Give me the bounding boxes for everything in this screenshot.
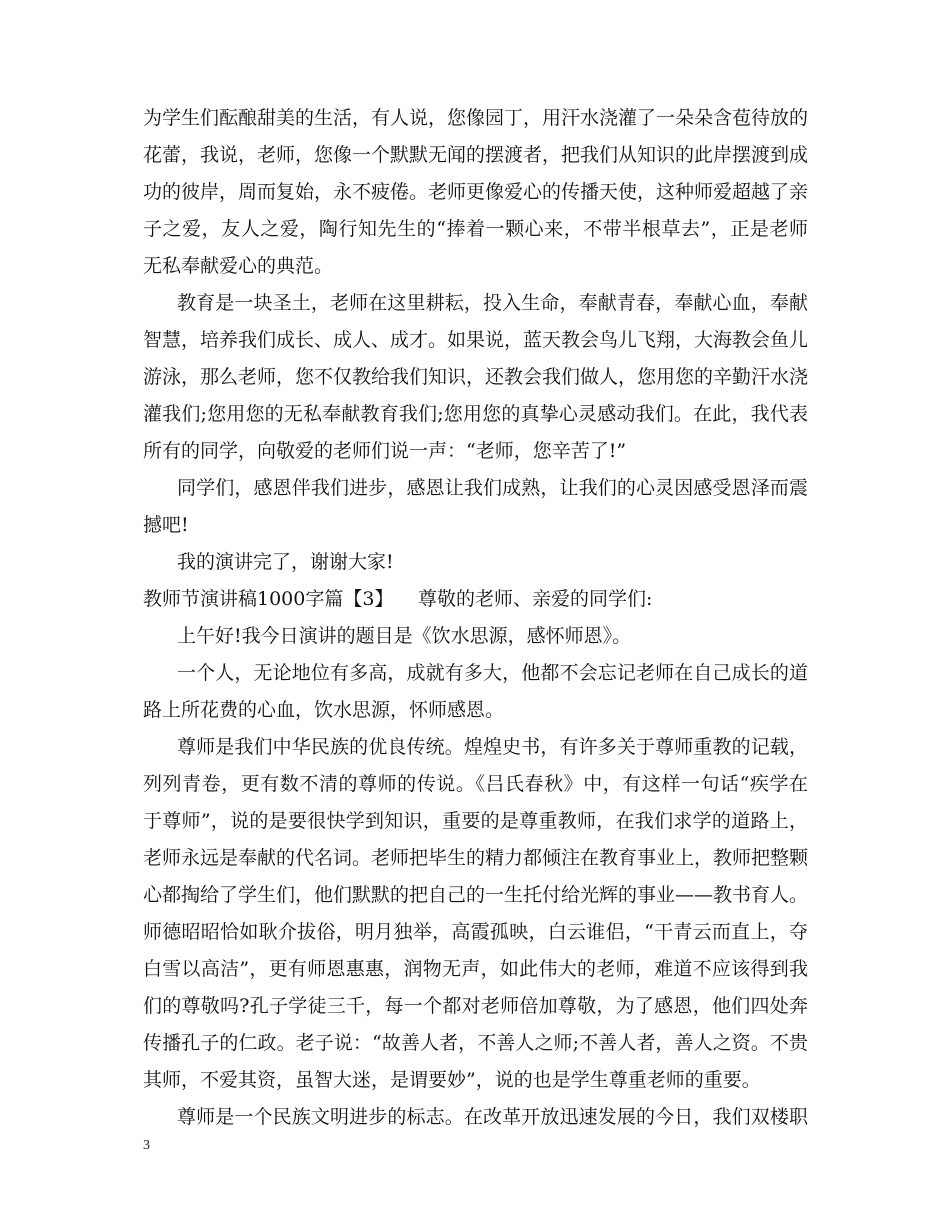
line-text: 子之爱，友人之爱，陶行知先生的“捧着一颗心来，不带半根草去”，正是老师 (143, 218, 808, 240)
text-line (0, 994, 950, 1018)
line-text: 尊师是我们中华民族的优良传统。煌煌史书，有许多关于尊师重教的记载， (177, 736, 808, 758)
line-text: 无私奉献爱心的典范。 (143, 255, 334, 277)
line-text: 传播孔子的仁政。老子说：“故善人者，不善人之师;不善人者，善人之资。不贵 (143, 1032, 808, 1054)
line-text: 撼吧! (143, 514, 189, 536)
text-line (0, 809, 950, 833)
text-line (0, 883, 950, 907)
text-line (0, 1105, 950, 1129)
text-line (0, 587, 950, 611)
line-text: 白雪以高洁”，更有师恩惠惠，润物无声，如此伟大的老师，难道不应该得到我 (143, 958, 808, 980)
line-text: 花蕾，我说，老师，您像一个默默无闻的摆渡者，把我们从知识的此岸摆渡到成 (143, 144, 808, 166)
line-text: 列列青卷，更有数不清的尊师的传说。《吕氏春秋》中，有这样一句话“疾学在 (143, 773, 808, 795)
text-line (0, 106, 950, 130)
text-line (0, 1068, 950, 1092)
text-line (0, 402, 950, 426)
line-text: 一个人，无论地位有多高，成就有多大，他都不会忘记老师在自己成长的道 (177, 662, 808, 684)
greeting-text: 尊敬的老师、亲爱的同学们: (418, 588, 653, 610)
text-line (0, 365, 950, 389)
line-text: 所有的同学，向敬爱的老师们说一声：“老师，您辛苦了!” (143, 440, 627, 462)
line-text: 路上所花费的心血，饮水思源，怀师感恩。 (143, 699, 505, 721)
text-line (0, 143, 950, 167)
line-text: 同学们，感恩伴我们进步，感恩让我们成熟，让我们的心灵因感受恩泽而震 (177, 477, 808, 499)
line-text: 们的尊敬吗?孔子学徒三千，每一个都对老师倍加尊敬，为了感恩，他们四处奔 (143, 995, 808, 1017)
text-line (0, 513, 950, 537)
text-line (0, 920, 950, 944)
text-line (0, 735, 950, 759)
line-text: 尊师是一个民族文明进步的标志。在改革开放迅速发展的今日，我们双楼职 (177, 1106, 808, 1128)
text-line (0, 772, 950, 796)
page-number: 3 (143, 1138, 150, 1153)
text-line (0, 217, 950, 241)
line-text: 灌我们;您用您的无私奉献教育我们;您用您的真挚心灵感动我们。在此，我代表 (143, 403, 808, 425)
line-text: 其师，不爱其资，虽智大迷，是谓要妙”，说的也是学生尊重老师的重要。 (143, 1069, 761, 1091)
line-text: 教育是一块圣土，老师在这里耕耘，投入生命，奉献青春，奉献心血，奉献 (177, 292, 808, 314)
text-line (0, 180, 950, 204)
text-line (0, 661, 950, 685)
line-text: 我的演讲完了，谢谢大家! (177, 551, 394, 573)
line-text: 智慧，培养我们成长、成人、成才。如果说，蓝天教会鸟儿飞翔，大海教会鱼儿 (143, 329, 808, 351)
line-text: 老师永远是奉献的代名词。老师把毕生的精力都倾注在教育事业上，教师把整颗 (143, 847, 808, 869)
text-line (0, 624, 950, 648)
line-text: 为学生们酝酿甜美的生活，有人说，您像园丁，用汗水浇灌了一朵朵含苞待放的 (143, 107, 808, 129)
text-line (0, 698, 950, 722)
line-text: 心都掏给了学生们，他们默默的把自己的一生托付给光辉的事业——教书育人。 (143, 884, 808, 906)
text-line (0, 957, 950, 981)
line-text: 师德昭昭恰如耿介拔俗，明月独举，高霞孤映，白云谁侣，“干青云而直上，夺 (143, 921, 808, 943)
text-line (0, 846, 950, 870)
text-line (0, 328, 950, 352)
text-line (0, 254, 950, 278)
text-line (0, 550, 950, 574)
text-line (0, 291, 950, 315)
text-line (0, 476, 950, 500)
line-text: 上午好!我今日演讲的题目是《饮水思源，感怀师恩》。 (177, 625, 632, 647)
line-text: 教师节演讲稿1000字篇【3】 (143, 588, 394, 610)
line-text: 于尊师”，说的是要很快学到知识，重要的是尊重教师，在我们求学的道路上， (143, 810, 808, 832)
text-line (0, 1031, 950, 1055)
line-text: 游泳，那么老师，您不仅教给我们知识，还教会我们做人，您用您的辛勤汗水浇 (143, 366, 808, 388)
line-text: 功的彼岸，周而复始，永不疲倦。老师更像爱心的传播天使，这种师爱超越了亲 (143, 181, 808, 203)
text-line (0, 439, 950, 463)
